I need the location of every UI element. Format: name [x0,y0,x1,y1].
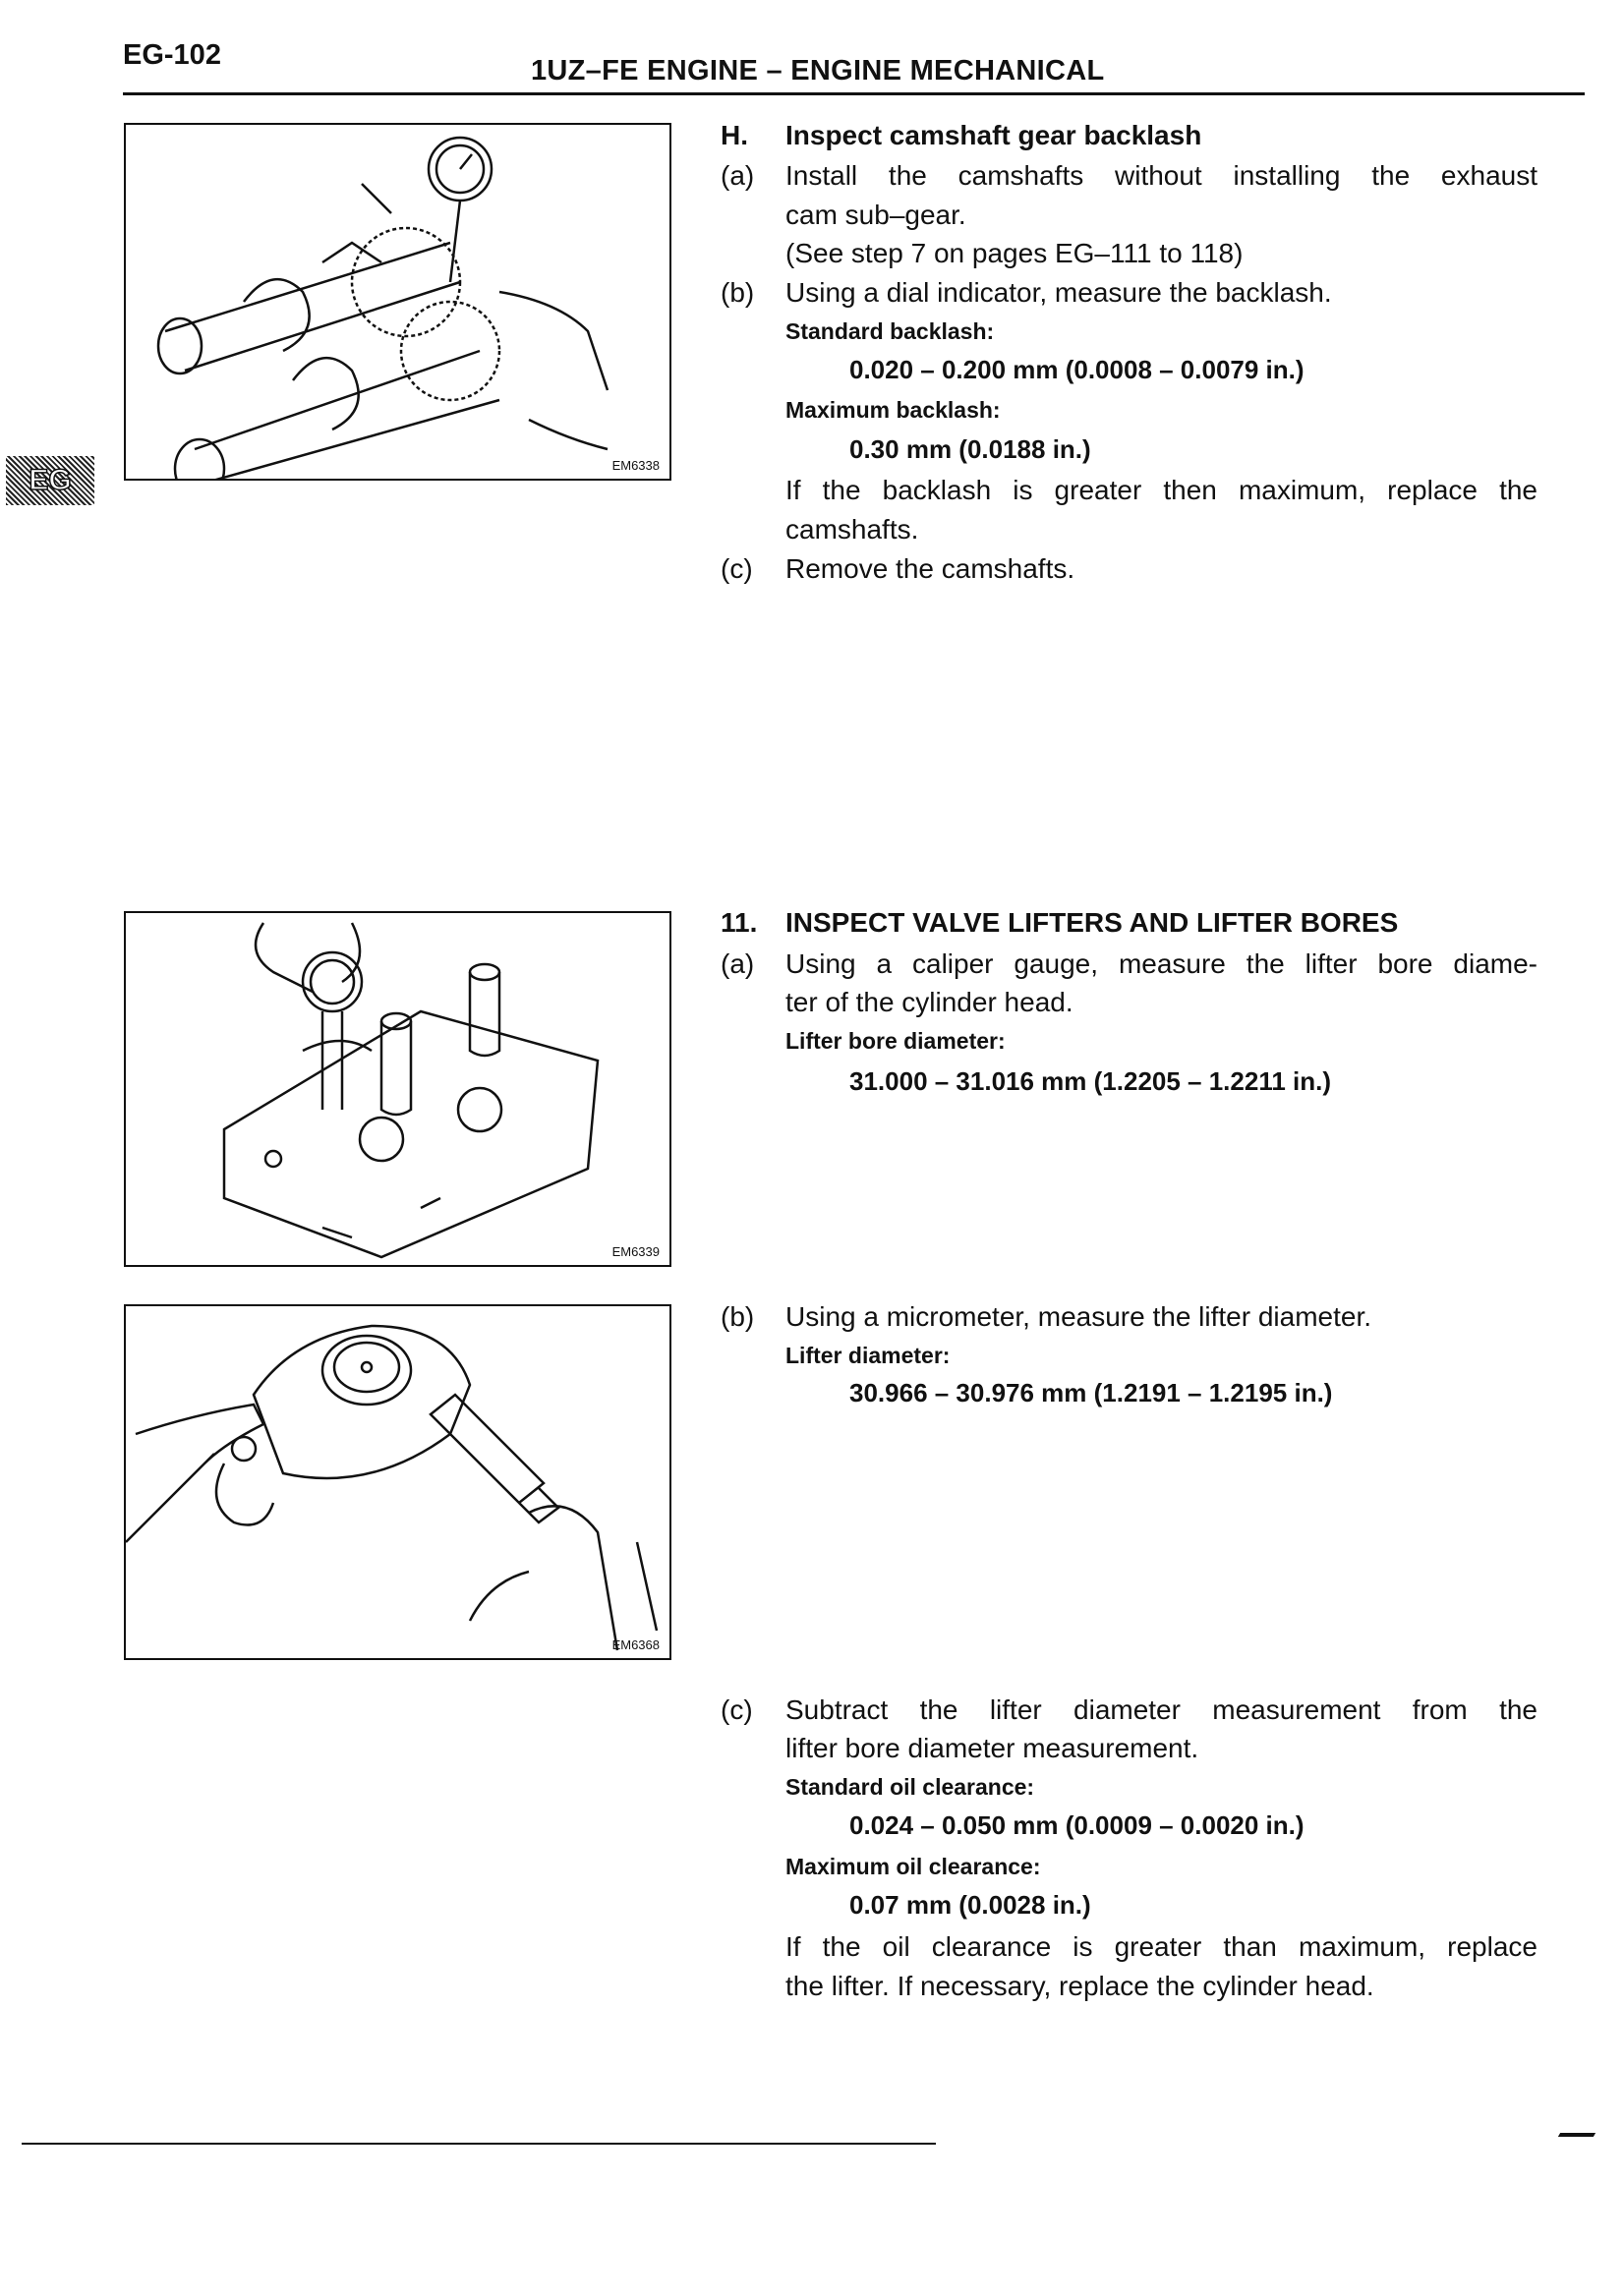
caliper-gauge-icon [126,913,669,1265]
spec-label: Lifter diameter: [785,1343,951,1368]
spec-value: 31.000 – 31.016 mm (1.2205 – 1.2211 in.) [849,1066,1332,1096]
step-title: Inspect camshaft gear backlash [785,120,1202,150]
camshaft-dial-indicator-icon [126,125,669,479]
section-tab [6,456,94,505]
page-number: EG-102 [123,39,221,71]
instruction-line: Using a caliper gauge, measure the lifter bore diame- [785,948,1537,979]
step-label: H. [721,120,748,150]
instruction-line: Remove the camshafts. [785,553,1075,584]
instruction-line: cam sub–gear. [785,200,966,230]
figure-code: EM6339 [611,1244,660,1259]
spec-value: 30.966 – 30.976 mm (1.2191 – 1.2195 in.) [849,1378,1333,1407]
substep-label: (b) [721,277,755,308]
figure-code: EM6338 [611,458,660,473]
spec-value: 0.30 mm (0.0188 in.) [849,434,1091,464]
figure-camshaft-backlash [124,123,671,481]
header-rule [123,92,1585,95]
instruction-line: Install the camshafts without installing the exhaust [785,160,1537,191]
instruction-line: Subtract the lifter diameter measurement from the [785,1694,1537,1725]
micrometer-icon [126,1306,669,1658]
instruction-line: Using a dial indicator, measure the backlash. [785,277,1332,308]
substep-label: (a) [721,948,755,979]
substep-label: (b) [721,1301,755,1332]
instruction-line: (See step 7 on pages EG–111 to 118) [785,238,1244,268]
instruction-line: If the backlash is greater then maximum, replace the [785,475,1537,505]
step-title: INSPECT VALVE LIFTERS AND LIFTER BORES [785,907,1399,938]
instruction-line: lifter bore diameter measurement. [785,1733,1199,1763]
instruction-line: Using a micrometer, measure the lifter diameter. [785,1301,1372,1332]
section-tab-label: EG [29,464,72,496]
instruction-line: ter of the cylinder head. [785,987,1073,1017]
footer-mark [1558,2133,1595,2137]
figure-lifter-diameter [124,1304,671,1660]
spec-value: 0.020 – 0.200 mm (0.0008 – 0.0079 in.) [849,355,1305,384]
substep-label: (a) [721,160,755,191]
substep-label: (c) [721,1694,753,1725]
spec-label: Lifter bore diameter: [785,1028,1006,1054]
spec-label: Standard backlash: [785,318,995,344]
spec-label: Maximum backlash: [785,397,1001,423]
spec-value: 0.024 – 0.050 mm (0.0009 – 0.0020 in.) [849,1810,1305,1840]
footer-rule [22,2143,936,2145]
figure-code: EM6368 [611,1637,660,1652]
spec-label: Standard oil clearance: [785,1774,1035,1800]
instruction-line: the lifter. If necessary, replace the cylinder head. [785,1971,1374,2001]
instruction-line: camshafts. [785,514,919,545]
substep-label: (c) [721,553,753,584]
step-label: 11. [721,907,758,938]
spec-value: 0.07 mm (0.0028 in.) [849,1890,1091,1920]
spec-label: Maximum oil clearance: [785,1854,1041,1879]
page-title: 1UZ–FE ENGINE – ENGINE MECHANICAL [531,55,1105,86]
figure-lifter-bore [124,911,671,1267]
instruction-line: If the oil clearance is greater than maximum, replace [785,1931,1537,1962]
